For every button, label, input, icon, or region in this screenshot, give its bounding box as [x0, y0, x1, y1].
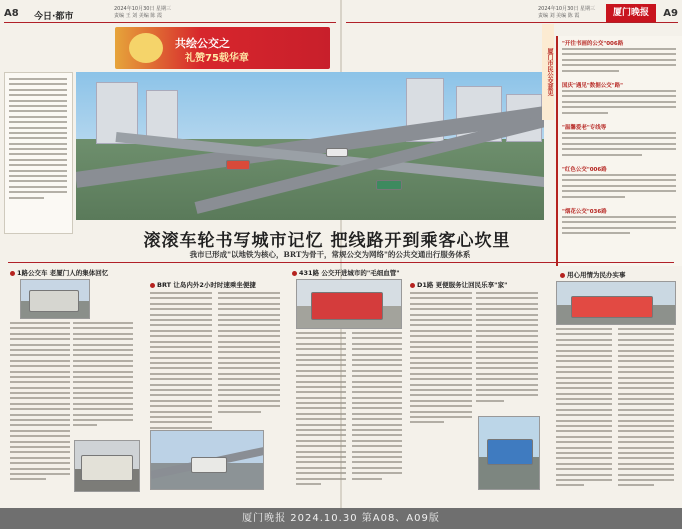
- page-number-left: A8: [4, 8, 19, 19]
- anniversary-banner: [115, 27, 330, 69]
- column-5-head: 用心用情为民办实事: [560, 270, 626, 279]
- sidebar-panel: [556, 36, 682, 266]
- anniversary-badge-icon: [129, 33, 163, 63]
- column-5-text: [556, 328, 612, 493]
- header-rule-left: [4, 22, 336, 23]
- column-4-head: D1路 更便服务让回民乐享"家": [410, 280, 507, 289]
- sidebar-item-title: "开往书画的公交"006路: [562, 41, 624, 47]
- sidebar-item-title: "烟花公交"036路: [562, 209, 607, 215]
- column-4-photo-bus-interior: [478, 416, 540, 490]
- header-rule-right: [346, 22, 678, 23]
- page-number-right: A9: [663, 8, 678, 19]
- column-4-text: [410, 292, 472, 432]
- column-3-text: [296, 332, 346, 492]
- column-2-text: [150, 292, 212, 442]
- banner-line-2: 礼赞75载华章: [185, 53, 249, 64]
- bullet-icon: [292, 271, 297, 276]
- section-title-left: 今日·都市: [34, 12, 74, 22]
- banner-line-1: 共绘公交之: [175, 37, 230, 50]
- column-1-photo-old-bus: [20, 279, 90, 319]
- intro-text: [9, 78, 67, 228]
- main-photo-bus-viaduct: [76, 72, 544, 220]
- column-1-photo-vintage-bus: [74, 440, 140, 492]
- date-right: 2024年10月30日 星期三 责编 刘 美编 陈 霞: [538, 6, 596, 19]
- column-2-head: BRT 让岛内外2小时时速乘坐便捷: [150, 280, 256, 289]
- headline-rule: [8, 262, 674, 263]
- bullet-icon: [10, 271, 15, 276]
- column-1-text: [10, 322, 70, 490]
- bullet-icon: [560, 273, 565, 278]
- sidebar-item-title: "红色公交"006路: [562, 167, 607, 173]
- sidebar-vertical-label: 厦门市民公交意见: [542, 24, 554, 120]
- sidebar-item-title: "温馨爱老"专线等: [562, 125, 607, 131]
- column-1-head: 1路公交车 老厦门人的集体回忆: [10, 268, 108, 277]
- column-3-head: 431路 公交开进城市的"毛细血管": [292, 268, 400, 277]
- column-2-photo-brt: [150, 430, 264, 490]
- sub-headline: 我市已形成"以地铁为核心，BRT为骨干，常规公交为网络"的公共交通出行服务体系: [189, 250, 471, 259]
- bullet-icon: [410, 283, 415, 288]
- column-5-photo-modern-bus: [556, 281, 676, 325]
- column-3-photo-bus-station: [296, 279, 402, 329]
- main-headline: 滚滚车轮书写城市记忆 把线路开到乘客心坎里: [143, 231, 511, 251]
- bullet-icon: [150, 283, 155, 288]
- date-left: 2024年10月30日 星期三 责编 王 刘 美编 陈 霞: [114, 6, 172, 19]
- sidebar-item-title: 国庆"遇见"数据公交"路": [562, 83, 623, 89]
- brand-logo: 厦门晚报: [606, 4, 656, 22]
- page-footer: 厦门晚报 2024.10.30 第A08、A09版: [0, 508, 682, 529]
